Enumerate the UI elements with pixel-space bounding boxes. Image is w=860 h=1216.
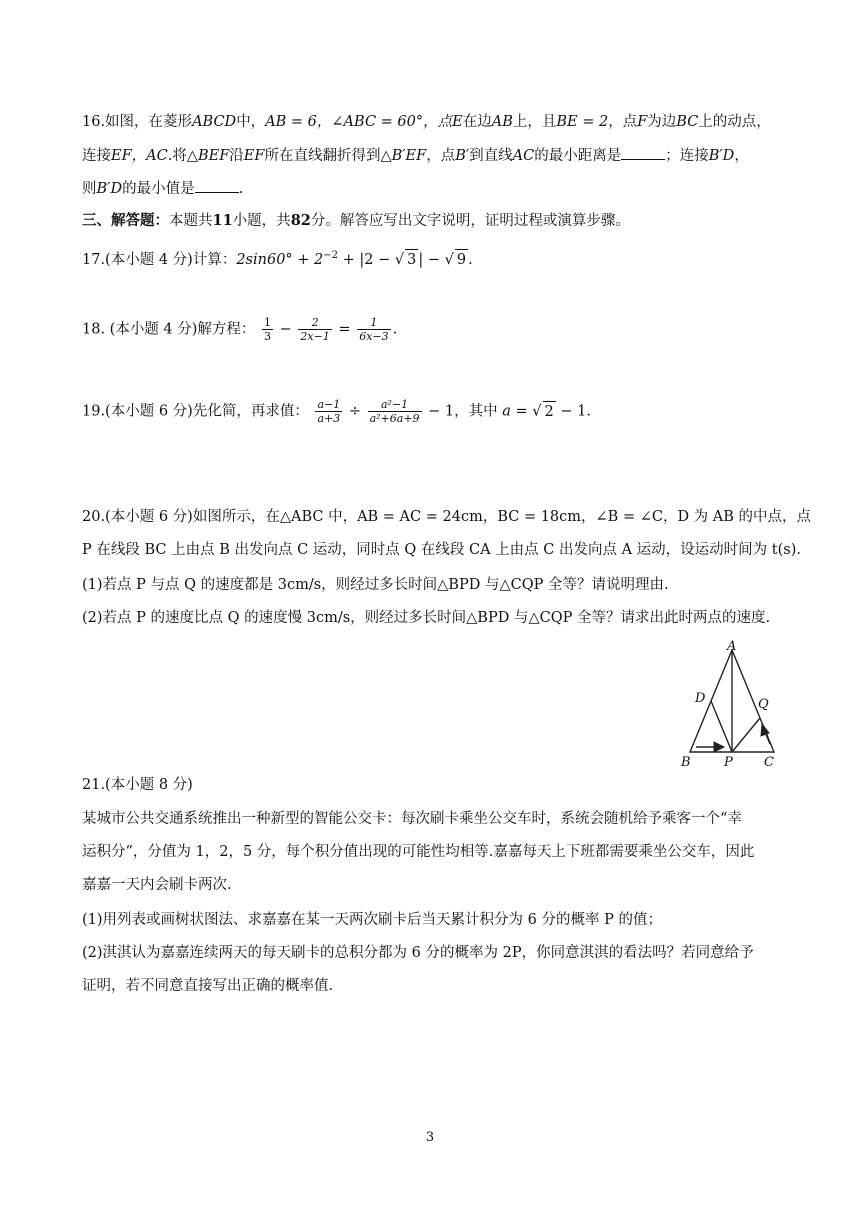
- section-title: 三、解答题：: [82, 212, 169, 229]
- fraction: [315, 398, 342, 425]
- math: E: [452, 114, 463, 130]
- q21-line-2: 运积分”，分值为 1，2，5 分，每个积分值出现的可能性均相等.嘉嘉每天上下班都需要乘坐公交车，因此: [82, 844, 755, 860]
- math: B′: [455, 148, 470, 164]
- fraction: [368, 398, 422, 425]
- text: .: [238, 181, 244, 197]
- q16-line-2: [82, 145, 749, 166]
- text: .: [468, 251, 473, 268]
- arrowhead-right: [714, 742, 724, 752]
- sqrt-radicand: 9: [455, 249, 468, 270]
- fraction: [298, 316, 331, 343]
- math: BC: [676, 114, 699, 130]
- text: 在边: [462, 114, 492, 130]
- exponent: −2: [323, 250, 339, 261]
- q20-line-4: (2)若点 P 的速度比点 Q 的速度慢 3cm/s，则经过多长时间△BPD 与△CQP 全等？请求出此时两点的速度.: [82, 610, 771, 626]
- page-number: 3: [425, 1130, 435, 1145]
- text: 小题，共: [232, 213, 291, 229]
- operator: ÷: [344, 403, 366, 420]
- denominator: 6x−3: [359, 330, 389, 343]
- text: .将△: [167, 148, 198, 164]
- text: 沿: [229, 148, 244, 164]
- label-q: Q: [758, 697, 769, 712]
- math: EF: [243, 148, 265, 164]
- numerator: 2: [298, 316, 331, 330]
- q18: [82, 316, 397, 343]
- math: | −: [418, 251, 445, 268]
- text: 16.如图，在菱形: [82, 114, 193, 130]
- math: 2sin60° + 2: [236, 251, 324, 268]
- text: − 1，其中: [423, 403, 503, 420]
- denominator: a+3: [317, 412, 341, 425]
- text: ，点: [426, 148, 456, 164]
- q16-line-1: [82, 112, 771, 132]
- q21-line-6: 证明，若不同意直接写出正确的概率值.: [82, 978, 334, 994]
- math: B′D: [96, 181, 123, 197]
- answer-blank-1[interactable]: [621, 145, 665, 160]
- math: ABCD: [192, 114, 237, 130]
- fraction: [357, 316, 390, 343]
- sqrt-radicand: 2: [543, 401, 556, 422]
- text: 本题共: [169, 213, 213, 229]
- text: ，: [734, 148, 749, 164]
- question-prefix: 18. (本小题 4 分)解方程：: [82, 321, 256, 338]
- q16-line-3: [82, 178, 243, 199]
- question-count: 11: [212, 212, 233, 229]
- math: a =: [502, 403, 533, 420]
- text: 的最小距离是: [534, 148, 622, 164]
- math: AC: [512, 148, 535, 164]
- text: .: [392, 321, 398, 338]
- q21-line-4: (1)用列表或画树状图法、求嘉嘉在某一天两次刷卡后当天累计积分为 6 分的概率 P 的值；: [82, 912, 662, 928]
- text: − 1.: [555, 403, 591, 420]
- numerator: 1: [357, 316, 390, 330]
- math: AB: [491, 114, 513, 130]
- text: 上，且: [512, 114, 557, 130]
- text: 分。解答应写出文字说明，证明过程或演算步骤。: [310, 213, 630, 229]
- q20-line-2: P 在线段 BC 上由点 B 出发向点 C 运动，同时点 Q 在线段 CA 上由点 C 出发向点 A 运动，设运动时间为 t(s).: [82, 542, 801, 558]
- operator: =: [333, 321, 356, 338]
- numerator: a−1: [317, 398, 341, 411]
- denominator: 3: [264, 330, 272, 343]
- label-d: D: [695, 691, 706, 706]
- q19: 19.(本小题 6 分)先化简，再求值： $\frac{a-1}{a+3}$ ÷ $\frac{\text{a²−1}}{\text{a²+6a+9}}$ − 1，其中 a = √ 2 − 1.: [82, 398, 591, 425]
- numerator: a²−1: [368, 398, 422, 412]
- math: + |2 −: [338, 251, 395, 268]
- text: 连接: [82, 148, 111, 164]
- fraction: [262, 316, 273, 343]
- math: EF，AC: [111, 148, 168, 164]
- q20-line-3: (1)若点 P 与点 Q 的速度都是 3cm/s，则经过多长时间△BPD 与△CQP 全等？请说明理由.: [82, 577, 669, 593]
- text: 则: [82, 181, 97, 197]
- q20-line-1: 20.(本小题 6 分)如图所示，在△ABC 中，AB = AC = 24cm，BC = 18cm，∠B = ∠C，D 为 AB 的中点，点: [82, 509, 812, 525]
- math: BE = 2: [556, 114, 609, 130]
- text: 到直线: [469, 148, 513, 164]
- text: ；连接: [665, 148, 709, 164]
- q21-line-5: (2)淇淇认为嘉嘉连续两天的每天刷卡的总积分都为 6 分的概率为 2P，你同意淇淇的看法吗？若同意给予: [82, 945, 754, 961]
- q21-line-3: 嘉嘉一天内会刷卡两次.: [82, 877, 232, 893]
- q21-heading: 21.(本小题 8 分): [82, 777, 193, 793]
- math: BEF: [197, 148, 230, 164]
- answer-blank-2[interactable]: [195, 178, 239, 193]
- text: 所在直线翻折得到△: [264, 148, 392, 164]
- question-prefix: 17.(本小题 4 分)计算：: [82, 251, 237, 268]
- math: B′D: [708, 148, 735, 164]
- label-b: B: [681, 755, 691, 768]
- label-a: A: [727, 640, 737, 654]
- numerator: 1: [264, 316, 272, 329]
- sqrt-radicand: 3: [405, 249, 418, 270]
- segment-pq: [732, 718, 760, 752]
- math: F: [637, 114, 648, 130]
- question-prefix: 19.(本小题 6 分)先化简，再求值：: [82, 403, 309, 420]
- text: 为边: [647, 114, 677, 130]
- section-heading: [82, 211, 630, 231]
- text: 上的动点，: [698, 114, 771, 130]
- operator: −: [275, 321, 297, 338]
- math: AB = 6，∠ABC = 60°，点: [265, 114, 453, 130]
- text: ，点: [608, 114, 638, 130]
- text: 中，: [236, 114, 266, 130]
- math: B′EF: [391, 148, 427, 164]
- label-p: P: [724, 755, 733, 768]
- denominator: a²+6a+9: [369, 412, 420, 425]
- denominator: 2x−1: [300, 330, 330, 343]
- q17: 17.(本小题 4 分)计算：$2\sin 60^\circ + 2^{-2} + |2$ − √ 3 | − √ 9 .: [82, 250, 473, 268]
- label-c: C: [764, 755, 774, 768]
- total-score: 82: [290, 212, 311, 229]
- arrowhead-up: [761, 724, 769, 736]
- triangle-figure: [678, 640, 788, 768]
- q21-line-1: 某城市公共交通系统推出一种新型的智能公交卡：每次刷卡乘坐公交车时，系统会随机给予乘客一个“幸: [82, 811, 742, 827]
- text: 的最小值是: [122, 181, 195, 197]
